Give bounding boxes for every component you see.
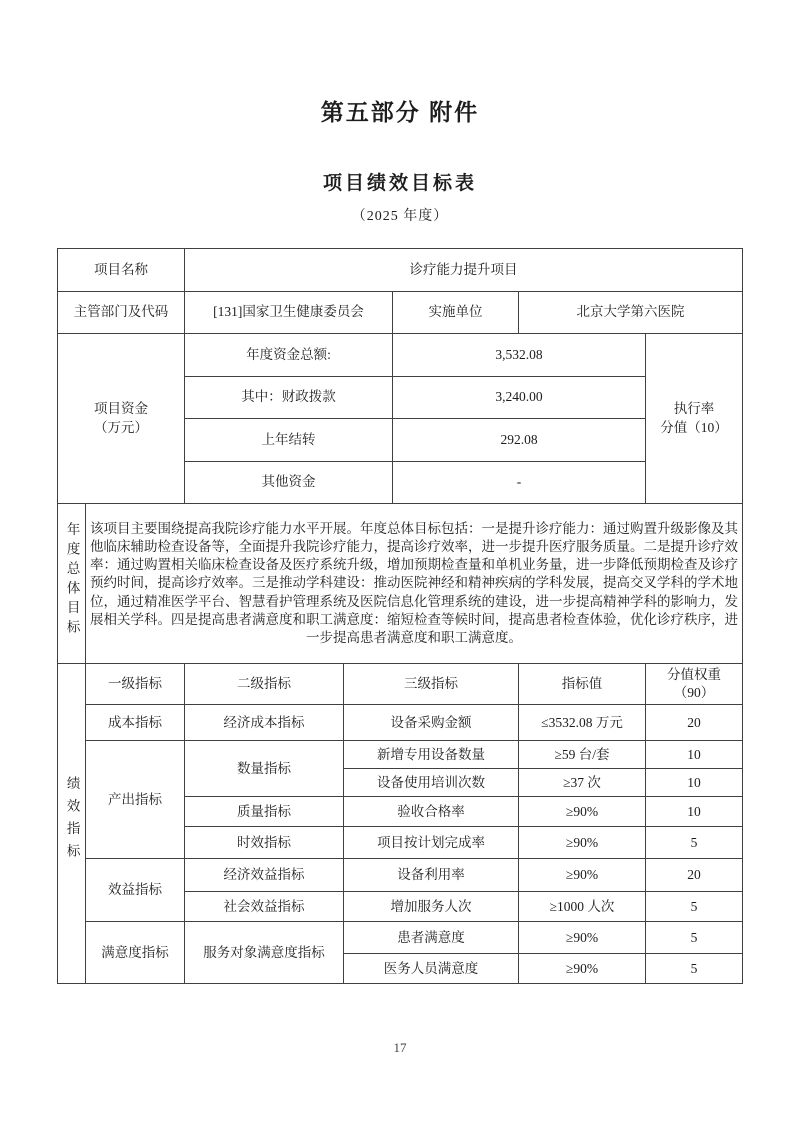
project-name-label: 项目名称 (58, 249, 185, 292)
table-row (58, 705, 743, 741)
funding-carryover-value: 292.08 (393, 419, 646, 462)
impl-value: 北京大学第六医院 (519, 292, 743, 334)
level1-benefit: 效益指标 (86, 859, 185, 922)
section-title: 第五部分 附件 (320, 99, 480, 125)
page-number: 17 (393, 1040, 407, 1055)
funding-label-line2: （万元） (94, 419, 148, 435)
project-name-value: 诊疗能力提升项目 (185, 249, 743, 292)
value-training-times: ≥37 次 (519, 769, 646, 797)
funding-other-value: - (393, 462, 646, 504)
level1-satisfaction: 满意度指标 (86, 922, 185, 984)
table-row (58, 741, 743, 769)
value-patient-satisfaction: ≥90% (519, 922, 646, 954)
level3-new-equipment: 新增专用设备数量 (344, 741, 519, 769)
level3-patient-satisfaction: 患者满意度 (344, 922, 519, 954)
funding-carryover-label: 上年结转 (185, 419, 393, 462)
table-row (58, 664, 743, 705)
header-level2: 二级指标 (185, 664, 344, 705)
weight-acceptance-rate: 10 (646, 797, 743, 827)
level3-equipment-purchase: 设备采购金额 (344, 705, 519, 741)
weight-staff-satisfaction: 5 (646, 954, 743, 984)
level2-timeliness: 时效指标 (185, 827, 344, 859)
value-acceptance-rate: ≥90% (519, 797, 646, 827)
execution-rate-line1: 执行率 (673, 401, 715, 417)
header-weight-line1: 分值权重 (667, 667, 722, 682)
level3-service-count: 增加服务人次 (344, 892, 519, 922)
weight-equipment-purchase: 20 (646, 705, 743, 741)
funding-label-line1: 项目资金 (94, 401, 148, 417)
funding-fiscal-value: 3,240.00 (393, 377, 646, 419)
weight-service-count: 5 (646, 892, 743, 922)
header-weight-line2: （90） (673, 685, 715, 701)
weight-new-equipment: 10 (646, 741, 743, 769)
level3-acceptance-rate: 验收合格率 (344, 797, 519, 827)
table-title: 项目绩效目标表 (322, 173, 477, 194)
header-value: 指标值 (519, 664, 646, 705)
dept-label: 主管部门及代码 (58, 292, 185, 334)
table-row (58, 292, 743, 334)
header-level1: 一级指标 (86, 664, 185, 705)
header-weight (646, 664, 743, 705)
level2-economic-cost: 经济成本指标 (185, 705, 344, 741)
weight-utilization-rate: 20 (646, 859, 743, 892)
level2-economic-benefit: 经济效益指标 (185, 859, 344, 892)
level2-quantity: 数量指标 (185, 741, 344, 797)
value-new-equipment: ≥59 台/套 (519, 741, 646, 769)
funding-total-value: 3,532.08 (393, 334, 646, 377)
annual-goal-side-label: 年度总体目标 (58, 504, 86, 664)
dept-value: [131]国家卫生健康委员会 (185, 292, 393, 334)
value-equipment-purchase: ≤3532.08 万元 (519, 705, 646, 741)
level3-utilization-rate: 设备利用率 (344, 859, 519, 892)
funding-fiscal-label: 其中：财政拨款 (185, 377, 393, 419)
level3-training-times: 设备使用培训次数 (344, 769, 519, 797)
level3-staff-satisfaction: 医务人员满意度 (344, 954, 519, 984)
level1-output: 产出指标 (86, 741, 185, 859)
table-subtitle: （2025 年度） (351, 209, 449, 224)
weight-patient-satisfaction: 5 (646, 922, 743, 954)
value-staff-satisfaction: ≥90% (519, 954, 646, 984)
funding-other-label: 其他资金 (185, 462, 393, 504)
table-row (58, 859, 743, 892)
table-row (58, 249, 743, 292)
table-row (58, 334, 743, 377)
indicators-side-label: 绩效指标 (58, 664, 86, 984)
funding-label (58, 334, 185, 504)
weight-completion-rate: 5 (646, 827, 743, 859)
impl-label: 实施单位 (393, 292, 519, 334)
level2-service-target-satisfaction: 服务对象满意度指标 (185, 922, 344, 984)
header-level3: 三级指标 (344, 664, 519, 705)
funding-total-label: 年度资金总额: (185, 334, 393, 377)
level2-social-benefit: 社会效益指标 (185, 892, 344, 922)
performance-target-table (57, 248, 743, 984)
value-service-count: ≥1000 人次 (519, 892, 646, 922)
level2-quality: 质量指标 (185, 797, 344, 827)
annual-goal-text: 该项目主要围绕提高我院诊疗能力水平开展。年度总体目标包括：一是提升诊疗能力：通过购置升级影像及其他临床辅助检查设备等，全面提升我院诊疗能力，提高诊疗效率，进一步提升医疗服务质量。二是提升诊疗效率：通过购置相关临床检查设备及医疗系统升级，增加预期检查量和单机业务量，进一步降低预期检查及诊疗预约时间，提高诊疗效率。三是推动学科建设：推动医院神经和精神疾病的学科发展，提高交叉学科的学术地位，通过精准医学平台、智慧看护管理系统及医院信息化管理系统的建设，进一步提高精神学科的影响力，发展相关学科。四是提高患者满意度和职工满意度：缩短检查等候时间，提高患者检查体验，优化诊疗秩序，进一步提高患者满意度和职工满意度。 (86, 504, 743, 664)
value-completion-rate: ≥90% (519, 827, 646, 859)
execution-rate-line2: 分值（10） (660, 419, 728, 435)
value-utilization-rate: ≥90% (519, 859, 646, 892)
table-row (58, 922, 743, 954)
level1-cost: 成本指标 (86, 705, 185, 741)
table-row (58, 504, 743, 664)
execution-rate-score (646, 334, 743, 504)
level3-completion-rate: 项目按计划完成率 (344, 827, 519, 859)
weight-training-times: 10 (646, 769, 743, 797)
